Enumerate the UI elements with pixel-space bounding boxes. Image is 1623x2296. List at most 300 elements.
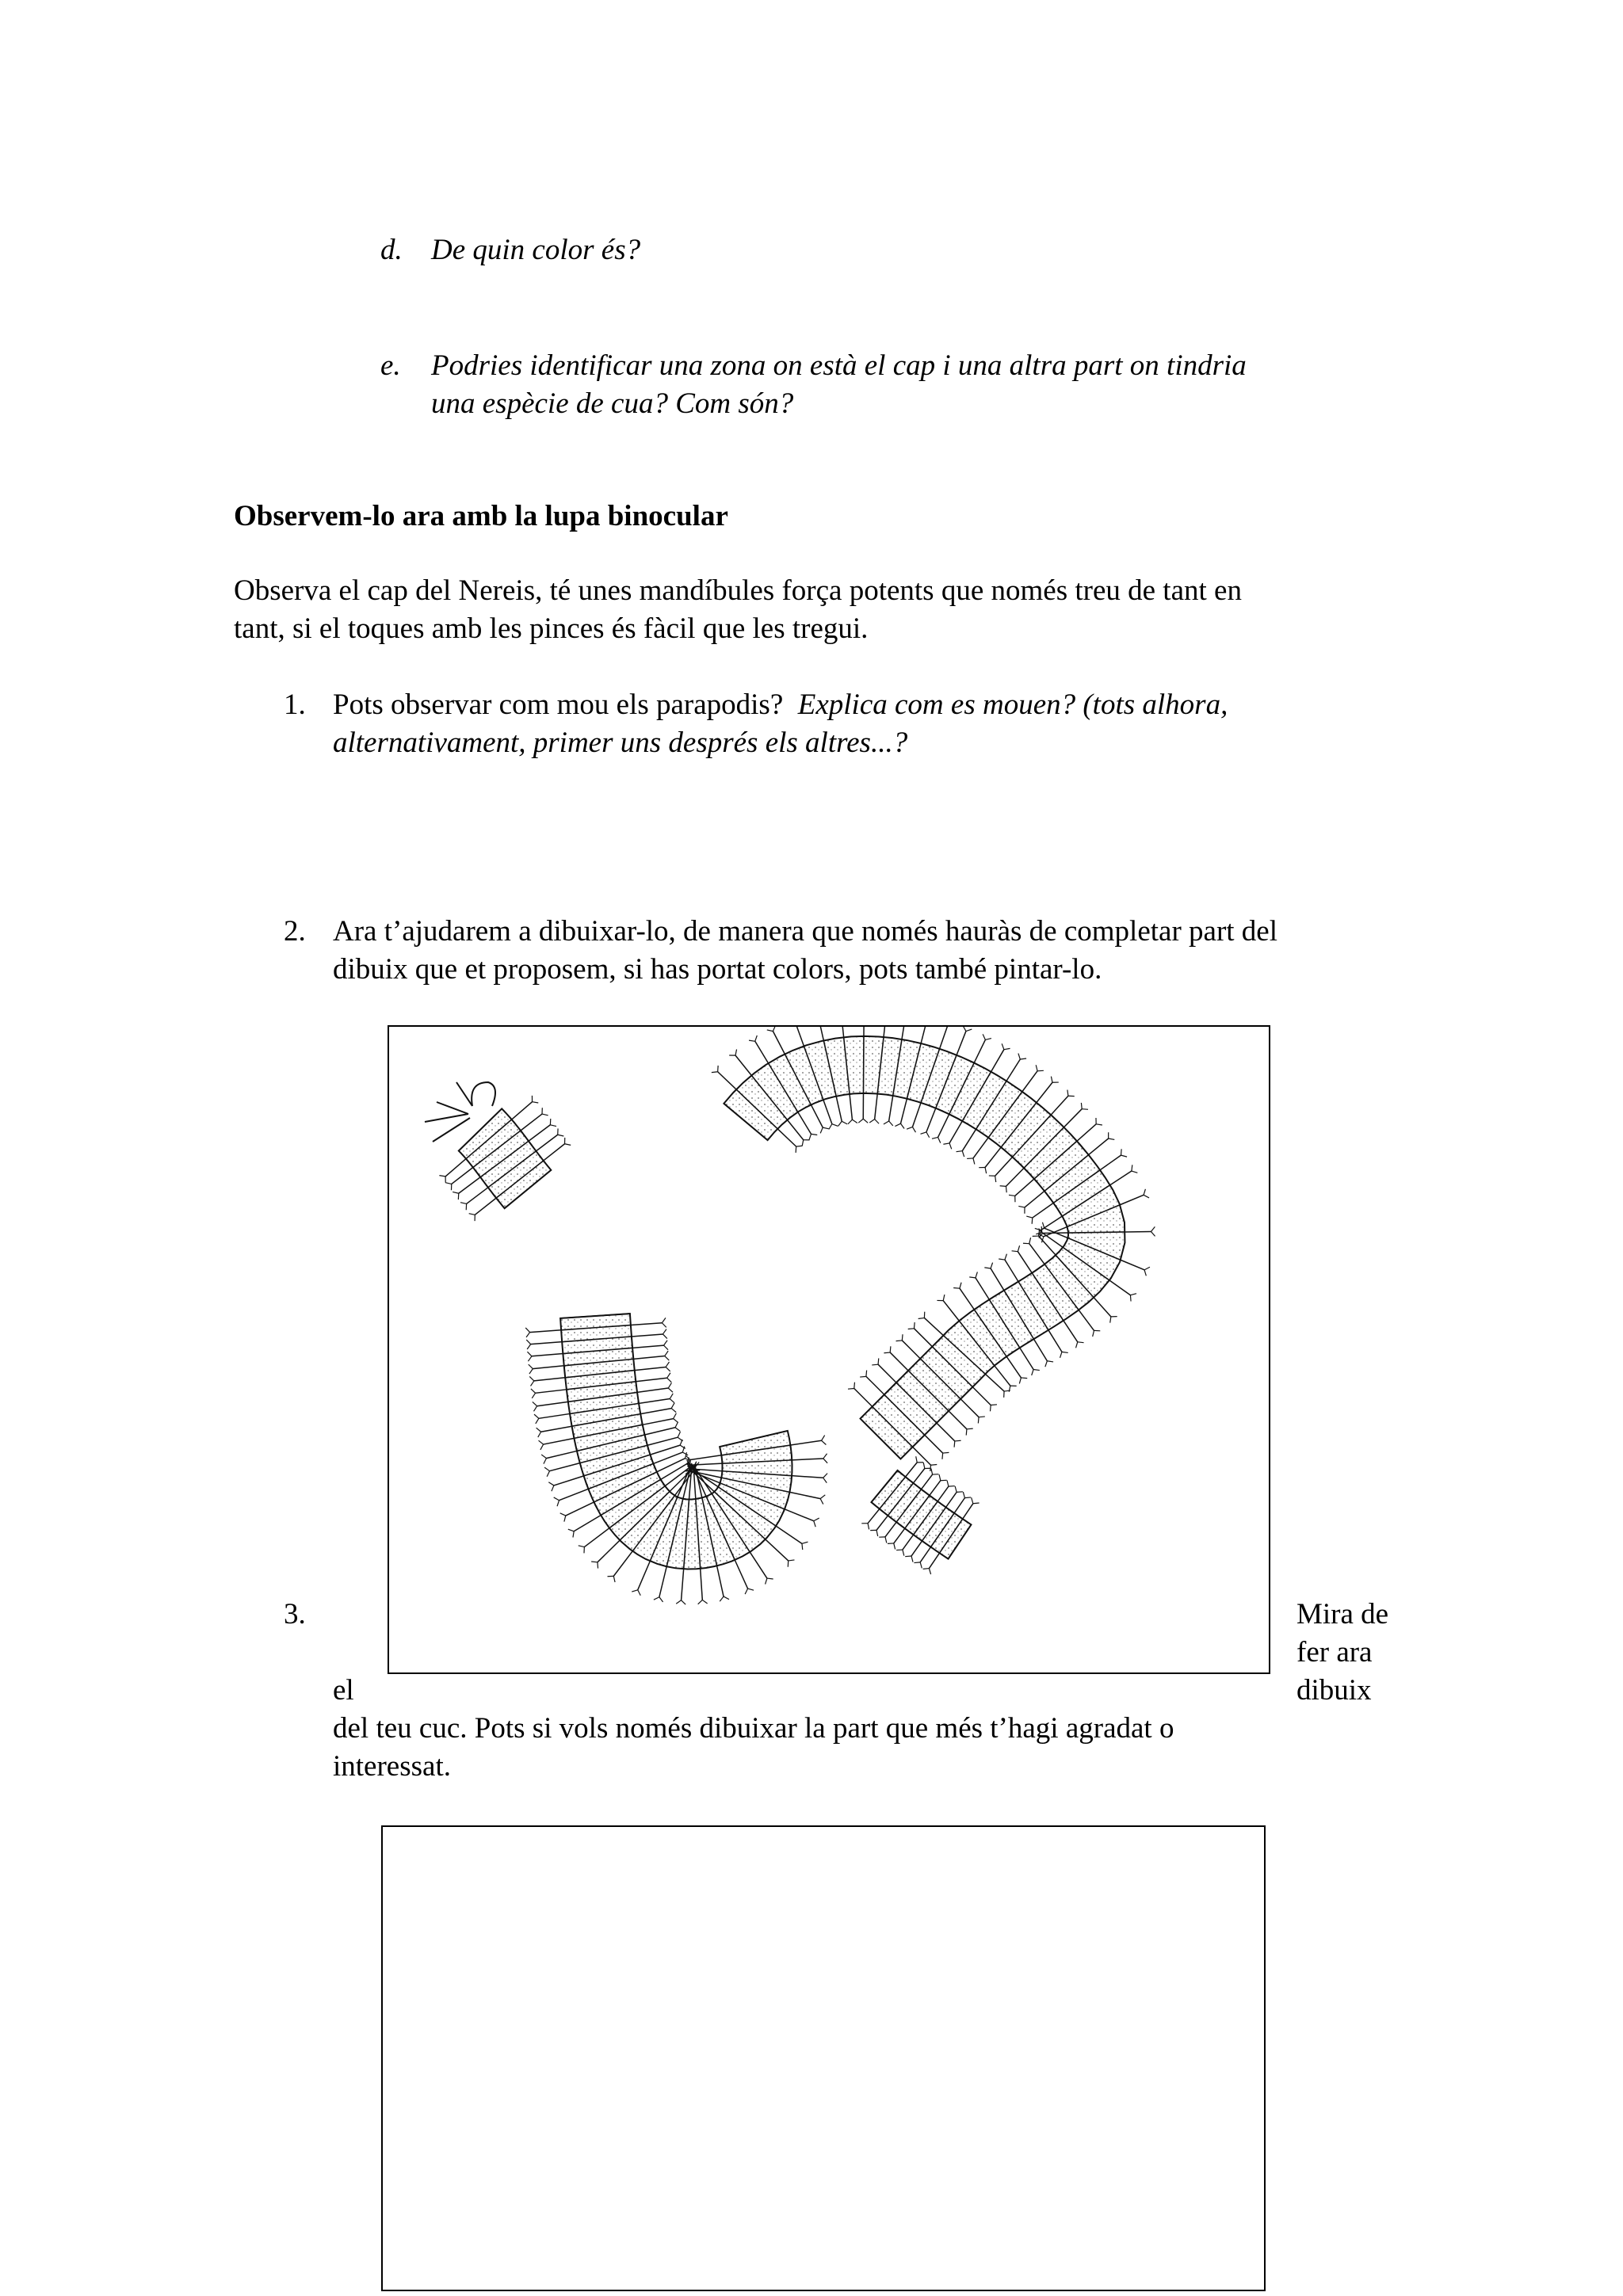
worm-chaeta: [1018, 1206, 1025, 1207]
worm-chaeta: [525, 1328, 529, 1333]
worm-parapodium: [930, 1481, 941, 1496]
worm-chaeta: [662, 1323, 666, 1328]
worm-chaeta: [809, 1134, 812, 1139]
worm-chaeta: [1005, 1254, 1006, 1260]
worm-chaeta: [664, 1341, 667, 1345]
worm-chaeta: [848, 1119, 852, 1124]
worm-chaeta: [667, 1373, 670, 1379]
worm-chaeta: [802, 1542, 808, 1543]
worm-parapodium: [643, 1419, 674, 1425]
worm-chaeta: [943, 1143, 949, 1144]
worm-chaeta: [866, 1371, 867, 1377]
worm-chaeta: [1032, 1218, 1033, 1224]
worm-parapodium: [900, 1099, 907, 1123]
worm-chaeta: [702, 1600, 707, 1604]
question-e-line1: Podries identificar una zona on està el cap i una altra part on tindria: [431, 349, 1247, 382]
worm-chaeta: [923, 1463, 925, 1469]
worm-chaeta: [720, 1596, 724, 1601]
worm-parapodium: [1015, 1179, 1034, 1196]
worm-parapodium: [972, 1387, 991, 1405]
worm-parapodium: [1006, 1168, 1024, 1186]
question-d-text: De quin color és?: [431, 234, 641, 266]
worm-chaeta: [966, 1429, 967, 1436]
worm-parapodium: [920, 1547, 930, 1562]
worm-parapodium: [911, 1541, 922, 1556]
worm-chaeta: [823, 1478, 827, 1482]
worm-parapodium: [792, 1476, 823, 1478]
worm-chaeta: [718, 1066, 719, 1072]
worm-parapodium: [632, 1345, 663, 1348]
worm-chaeta: [863, 1119, 868, 1123]
item1-text: Pots observar com mou els parapodis?: [333, 688, 784, 721]
item3-line2: interessat.: [333, 1750, 451, 1783]
worm-chaeta: [469, 1214, 475, 1215]
worm-chaeta: [755, 1035, 758, 1041]
worm-chaeta: [895, 1123, 900, 1126]
worm-chaeta: [1076, 1342, 1078, 1348]
worm-chaeta: [995, 1176, 996, 1182]
worm-body: [560, 1314, 792, 1569]
worm-parapodium: [921, 1027, 927, 1043]
worm-parapodium: [790, 1440, 821, 1445]
worm-parapodium: [544, 1144, 565, 1161]
worm-chaeta: [868, 1524, 869, 1530]
worm-chaeta: [829, 1124, 832, 1130]
worm-parapodium: [701, 1569, 703, 1600]
worm-chaeta: [544, 1459, 546, 1464]
worm-parapodium: [889, 1096, 893, 1121]
worm-parapodium: [554, 1476, 584, 1486]
worm-chaeta: [1096, 1124, 1102, 1125]
worm-chaeta: [926, 1132, 930, 1138]
worm-big-arc: [712, 1027, 1155, 1471]
worm-chaeta: [905, 1556, 911, 1557]
worm-chaeta: [527, 1352, 531, 1356]
worm-parapodium: [647, 1437, 678, 1445]
worm-parapodium: [1079, 1310, 1094, 1330]
worm-chaeta: [550, 1125, 556, 1127]
worm-chaeta: [789, 1560, 795, 1561]
worm-parapodium: [544, 1438, 575, 1444]
worm-chaeta: [990, 1405, 991, 1412]
worm-parapodium: [912, 1103, 921, 1127]
worm-chaeta: [932, 1137, 938, 1138]
worm-chaeta: [1045, 1361, 1048, 1367]
worm-chaeta: [820, 1127, 823, 1133]
worm-parapodium: [949, 1121, 962, 1143]
worm-u-shape: [525, 1314, 827, 1604]
worm-chaeta: [533, 1406, 537, 1412]
worm-parapodium: [906, 1463, 918, 1477]
worm-chaeta: [564, 1516, 566, 1522]
worm-chaeta: [875, 1119, 879, 1124]
worm-chaeta: [1109, 1138, 1115, 1139]
worm-parapodium: [789, 1492, 820, 1498]
worm-chaeta: [823, 1127, 829, 1129]
worm-parapodium: [1037, 1082, 1052, 1102]
worm-parapodium: [929, 1553, 939, 1568]
worm-chaeta: [748, 1589, 754, 1590]
worm-chaeta: [573, 1531, 574, 1538]
worm-parapodium: [1120, 1195, 1144, 1204]
worm-parapodium: [926, 1108, 936, 1132]
worm-parapodium: [957, 1032, 966, 1055]
worm-chaeta: [852, 1119, 857, 1123]
worm-chaeta: [985, 1039, 991, 1040]
worm-parapodium: [903, 1535, 914, 1550]
worm-chaeta: [1018, 1054, 1020, 1059]
item3-marker: 3.: [284, 1598, 306, 1630]
worm-parapodium: [973, 1138, 988, 1158]
worm-chaeta: [558, 1135, 564, 1136]
worm-parapodium: [922, 1474, 933, 1489]
worm-chaeta: [860, 1376, 866, 1377]
worm-chaeta: [460, 1203, 467, 1204]
worm-chaeta: [1020, 1058, 1026, 1059]
worm-parapodium: [937, 1423, 955, 1441]
worm-chaeta: [542, 1114, 548, 1116]
worm-chaeta: [983, 1034, 985, 1039]
item2-line2: dibuix que et proposem, si has portat colors, pots també pintar-lo.: [333, 953, 1102, 986]
worm-chaeta: [670, 1394, 673, 1399]
worm-chaeta: [957, 1492, 963, 1493]
worm-parapodium: [549, 1463, 579, 1471]
worm-chaeta: [960, 1283, 961, 1289]
worm-parapodium: [925, 1435, 943, 1453]
worm-chaeta: [943, 1452, 949, 1453]
worm-parapodium: [559, 1489, 589, 1500]
worm-chaeta: [920, 1562, 922, 1569]
worm-chaeta: [812, 1134, 818, 1135]
worm-chaeta: [973, 1158, 975, 1165]
worm-parapodium: [818, 1027, 823, 1040]
drawing-box[interactable]: [381, 1825, 1266, 2291]
worm-parapodium: [836, 1097, 842, 1122]
worm-chaeta: [907, 1127, 912, 1129]
worm-parapodium: [690, 1455, 721, 1460]
worm-chaeta: [885, 1537, 887, 1543]
worm-small-piece: [861, 1456, 979, 1574]
worm-parapodium: [985, 1147, 1001, 1167]
worm-parapodium: [823, 1100, 832, 1123]
worm-chaeta: [536, 1418, 539, 1424]
worm-chaeta: [955, 1440, 961, 1441]
worm-parapodium: [954, 1498, 964, 1513]
worm-chaeta: [878, 1358, 879, 1364]
worm-chaeta: [579, 1546, 585, 1547]
worm-chaeta: [953, 1287, 960, 1288]
worm-parapodium: [902, 1341, 920, 1359]
question-e-marker: e.: [380, 349, 401, 382]
worm-chaeta: [552, 1486, 554, 1491]
worm-chaeta: [665, 1351, 668, 1356]
worm-chaeta: [529, 1364, 533, 1368]
worm-chaeta: [955, 1486, 957, 1493]
worm-chaeta: [963, 1492, 964, 1498]
worm-chaeta: [972, 1497, 973, 1504]
worm-parapodium: [1064, 1321, 1078, 1342]
worm-chaeta: [894, 1543, 896, 1550]
worm-chaeta: [1110, 1317, 1111, 1323]
worm-parapodium: [467, 1188, 488, 1204]
worm-chaeta: [999, 1259, 1005, 1260]
worm-parapodium: [1110, 1171, 1132, 1185]
worm-parapodium: [639, 1399, 670, 1404]
worm-chaeta: [668, 1388, 673, 1392]
worm-chaeta: [675, 1428, 680, 1432]
worm-chaeta: [531, 1389, 536, 1393]
worm-chaeta: [1033, 1370, 1040, 1371]
worm-parapodium: [938, 1114, 949, 1137]
worm-chaeta: [1144, 1267, 1150, 1270]
worm-parapodium: [632, 1334, 663, 1337]
worm-parapodium: [691, 1471, 720, 1483]
worm-chaeta: [814, 1521, 815, 1527]
worm-chaeta: [848, 1388, 854, 1389]
worm-parapodium: [659, 1566, 666, 1596]
worm-chaeta: [1042, 1222, 1044, 1228]
worm-antennae: [425, 1082, 472, 1142]
worm-parapodium: [613, 1551, 632, 1577]
worm-chaeta: [529, 1369, 533, 1374]
worm-top-left: [439, 1096, 571, 1221]
worm-parapodium: [991, 1268, 1004, 1291]
intro-line2: tant, si el toques amb les pinces és fàcil que les tregui.: [234, 612, 869, 645]
worm-chaeta: [889, 1121, 893, 1126]
worm-chaeta: [1019, 1378, 1021, 1384]
item1-line1: [333, 686, 1228, 724]
worm-chaeta: [767, 1578, 773, 1579]
worm-segment: [1068, 1232, 1125, 1233]
worm-chaeta: [973, 1503, 980, 1504]
worm-parapodium: [787, 1119, 803, 1139]
worm-chaeta: [539, 1440, 544, 1444]
worm-parapodium: [1121, 1260, 1144, 1269]
worm-chaeta: [548, 1482, 554, 1486]
worm-parapodium: [913, 1469, 924, 1483]
worm-chaeta: [541, 1455, 546, 1459]
worm-parapodium: [534, 1378, 565, 1381]
worm-parapodium: [792, 1459, 823, 1460]
worm-parapodium: [850, 1094, 852, 1119]
worm-parapodium: [995, 1157, 1013, 1176]
worm-chaeta: [654, 1597, 659, 1600]
worm-parapodium: [1044, 1226, 1067, 1236]
worm-parapodium: [531, 1342, 562, 1344]
worm-parapodium: [876, 1516, 888, 1530]
worm-parapodium: [773, 1032, 785, 1055]
worm-chaeta: [869, 1119, 875, 1123]
worm-parapodium: [650, 1445, 680, 1455]
worm-parapodium: [777, 1129, 796, 1146]
worm-parapodium: [1051, 1096, 1068, 1115]
worm-parapodium: [537, 1402, 568, 1405]
worm-chaeta: [632, 1590, 637, 1592]
worm-parapodium: [631, 1323, 663, 1325]
worm-chaeta: [1026, 1216, 1033, 1218]
item3-right-word1: Mira de: [1296, 1598, 1389, 1630]
worm-parapodium: [532, 1354, 563, 1356]
worm-parapodium: [946, 1492, 957, 1507]
worm-chaeta: [938, 1137, 941, 1142]
worm-chaeta: [1151, 1231, 1155, 1236]
item2-line1: Ara t’ajudarem a dibuixar-lo, de manera que només hauràs de completar part del: [333, 915, 1278, 948]
worm-parapodium: [991, 1050, 1004, 1072]
worm-chaeta: [991, 1263, 993, 1268]
worm-chaeta: [802, 1140, 804, 1146]
worm-parapodium: [943, 1301, 959, 1321]
worm-parapodium: [914, 1329, 932, 1347]
worm-parapodium: [885, 1522, 896, 1537]
worm-chaeta: [854, 1383, 855, 1389]
worm-parapodium: [529, 1125, 550, 1141]
worm-chaeta: [903, 1550, 904, 1556]
worm-chaeta: [964, 1497, 971, 1498]
item3-right-word2: fer ara: [1296, 1636, 1373, 1669]
worm-chaeta: [1041, 1226, 1042, 1233]
worm-chaeta: [735, 1049, 737, 1055]
worm-chaeta: [565, 1144, 571, 1146]
worm-parapodium: [902, 1027, 906, 1039]
worm-chaeta: [670, 1399, 674, 1403]
worm-chaeta: [638, 1590, 641, 1596]
worm-parapodium: [1025, 1191, 1044, 1207]
worm-chaeta: [916, 1456, 918, 1463]
worm-chaeta: [820, 1499, 823, 1505]
worm-chaeta: [900, 1123, 904, 1128]
worm-parapodium: [512, 1102, 533, 1119]
worm-chaeta: [766, 1578, 767, 1584]
worm-chaeta: [1144, 1270, 1146, 1276]
intro-line1: Observa el cap del Nereis, té unes mandíbules força potents que només treu de tant en: [234, 574, 1242, 607]
worm-parapodium: [1100, 1155, 1121, 1170]
worm-figure: [389, 1027, 1269, 1672]
worm-chaeta: [678, 1432, 680, 1437]
worm-parapodium: [750, 1552, 767, 1578]
worm-chaeta: [890, 1346, 891, 1352]
worm-parapodium: [755, 1041, 769, 1063]
worm-chaeta: [822, 1440, 827, 1444]
item2-marker: 2.: [284, 915, 306, 948]
worm-parapodium: [521, 1114, 542, 1131]
worm-parapodium: [940, 1027, 949, 1049]
worm-parapodium: [854, 1388, 873, 1406]
worm-chaeta: [745, 1589, 747, 1594]
worm-parapodium: [633, 1356, 664, 1360]
worm-chaeta: [1036, 1065, 1037, 1071]
worm-chaeta: [528, 1356, 531, 1361]
worm-parapodium: [878, 1364, 896, 1383]
worm-chaeta: [832, 1124, 838, 1127]
worm-parapodium: [566, 1502, 594, 1516]
worm-head: [472, 1082, 495, 1106]
worm-chaeta: [823, 1459, 827, 1463]
worm-chaeta: [978, 1417, 979, 1424]
worm-chaeta: [1130, 1295, 1131, 1302]
worm-chaeta: [1032, 1370, 1033, 1375]
worm-chaeta: [957, 1151, 963, 1152]
worm-chaeta: [724, 1596, 729, 1600]
worm-chaeta: [954, 1441, 955, 1447]
worm-parapodium: [866, 1376, 884, 1394]
worm-chaeta: [914, 1562, 920, 1563]
worm-parapodium: [798, 1112, 812, 1135]
worm-parapodium: [776, 1526, 802, 1543]
worm-chaeta: [1121, 1149, 1122, 1155]
worm-parapodium: [1039, 1236, 1056, 1255]
worm-chaeta: [962, 1151, 964, 1157]
worm-chaeta: [445, 1183, 452, 1184]
worm-chaeta: [949, 1486, 955, 1487]
worm-chaeta: [674, 1419, 678, 1423]
worm-parapodium: [530, 1330, 562, 1333]
worm-chaeta: [947, 1481, 949, 1487]
worm-chaeta: [533, 1102, 539, 1103]
worm-chaeta: [1060, 1352, 1062, 1357]
worm-chaeta: [453, 1192, 459, 1193]
worm-parapodium: [1018, 1252, 1032, 1273]
worm-figure-frame: [388, 1025, 1270, 1674]
worm-chaeta: [668, 1383, 671, 1388]
worm-chaeta: [1093, 1330, 1094, 1337]
worm-chaeta: [969, 1277, 976, 1278]
worm-parapodium: [976, 1278, 989, 1299]
worm-parapodium: [963, 1504, 973, 1519]
worm-chaeta: [526, 1340, 530, 1344]
worm-chaeta: [911, 1556, 913, 1562]
worm-chaeta: [823, 1454, 827, 1459]
worm-chaeta: [1018, 1245, 1019, 1251]
worm-chaeta: [884, 1121, 889, 1124]
worm-chaeta: [537, 1428, 541, 1432]
worm-chaeta: [1144, 1189, 1145, 1195]
worm-parapodium: [795, 1027, 804, 1046]
worm-parapodium: [938, 1486, 949, 1501]
worm-chaeta: [902, 1334, 903, 1341]
worm-chaeta: [1082, 1109, 1088, 1110]
worm-chaeta: [1029, 1238, 1031, 1244]
worm-parapodium: [546, 1451, 577, 1458]
worm-chaeta: [1021, 1378, 1027, 1379]
worm-chaeta: [773, 1027, 775, 1032]
worm-parapodium: [1005, 1260, 1018, 1282]
worm-parapodium: [541, 1426, 572, 1432]
worm-parapodium: [960, 1288, 974, 1310]
worm-chaeta: [560, 1513, 566, 1516]
worm-parapodium: [1094, 1298, 1111, 1317]
worm-parapodium: [445, 1159, 466, 1177]
worm-parapodium: [717, 1566, 724, 1596]
worm-chaeta: [439, 1176, 445, 1177]
worm-chaeta: [557, 1501, 559, 1506]
worm-chaeta: [671, 1403, 674, 1409]
worm-chaeta: [540, 1444, 544, 1450]
worm-parapodium: [924, 1318, 943, 1335]
worm-chaeta: [526, 1333, 530, 1337]
worm-parapodium: [811, 1104, 823, 1127]
worm-parapodium: [636, 1378, 666, 1382]
item1-italic-line1: Explica com es mouen? (tots alhora,: [797, 688, 1228, 721]
worm-chaeta: [939, 1474, 941, 1481]
worm-chaeta: [749, 1040, 755, 1041]
worm-parapodium: [894, 1528, 905, 1543]
worm-chaeta: [985, 1167, 987, 1173]
worm-chaeta: [666, 1367, 670, 1371]
worm-chaeta: [820, 1495, 825, 1499]
worm-chaeta: [676, 1600, 681, 1604]
worm-parapodium: [640, 1409, 671, 1414]
item1-italic-line2: alternativament, primer uns després els altres...?: [333, 727, 908, 759]
